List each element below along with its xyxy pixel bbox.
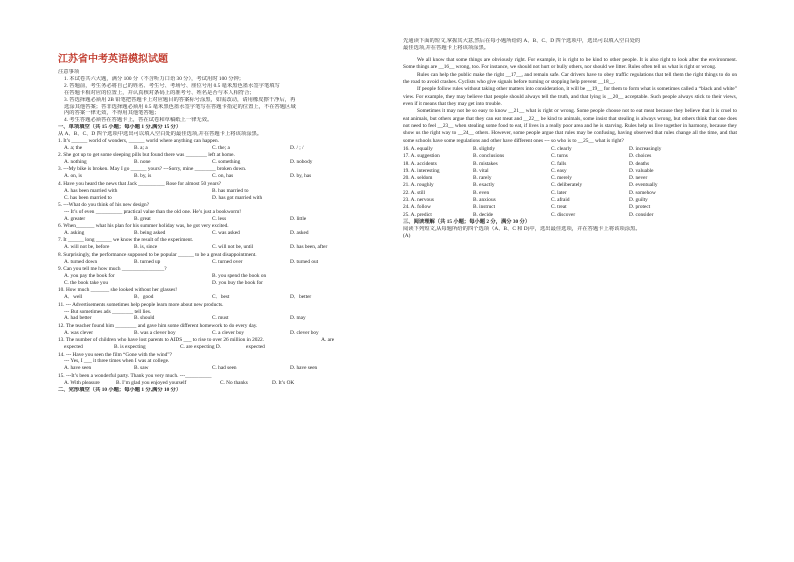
option-a: A. are	[321, 336, 335, 343]
question-15: 15. ---It’s been a wonderful party. Thank you very much. ---__________	[58, 372, 212, 379]
option-a: A. greater	[64, 215, 86, 222]
question-7: 7. It ______ long ______ we know the result of the experiment.	[58, 237, 194, 244]
question-8: 8. Surprisingly, the performance supposed to be popular ______ to be a great disappointment.	[58, 251, 257, 258]
option-c: C. turned over	[212, 258, 243, 265]
option-b: B. by, is	[134, 173, 152, 180]
question-13-text: 13. The number of children who have lost parents to AIDS ___ to rise to over 26 million in 2022.	[58, 336, 265, 343]
cloze-option: B. even	[473, 189, 490, 196]
option-d: D. turned out	[290, 258, 319, 265]
cloze-row	[403, 175, 737, 182]
option-a: A. turned down	[64, 258, 98, 265]
option-c: C. a clever boy	[212, 329, 245, 336]
option-b: B. a; a	[134, 144, 148, 151]
left-column	[58, 36, 390, 394]
question-10-options	[58, 294, 390, 301]
section-3-heading: 三、阅读理解（共 15 小题；每小题 2 分，满分 30 分）	[403, 218, 531, 225]
question-5-options	[58, 216, 390, 223]
cloze-options	[403, 146, 737, 219]
question-15-options	[58, 380, 390, 387]
option-c: C. has been married to	[64, 194, 112, 201]
question-9: 9. Can you tell me how much ________________?	[58, 265, 167, 272]
cloze-option: B. decide	[473, 211, 494, 218]
cloze-option: C. turns	[551, 153, 568, 160]
option-b: B．good	[134, 294, 154, 301]
cloze-instruction: 先通读下面的短文,掌握其大意,然后在每小题所给的 A、B、C、D 四个选项中，选出可以填入空白处的	[403, 38, 641, 44]
cloze-option: C. afraid	[551, 197, 570, 204]
option-c: C. something	[212, 159, 241, 166]
cloze-option: D. choices	[629, 153, 652, 160]
option-c: C. was asked	[212, 230, 240, 237]
option-c: C. will not be, until	[212, 244, 254, 251]
option-d: D. nobody	[290, 159, 313, 166]
question-4-options-cd	[58, 195, 390, 202]
option-c: C. are expecting D.	[180, 344, 222, 351]
question-5: 5. ---What do you think of his new design?	[58, 202, 150, 209]
option-b: B. has married to	[212, 187, 249, 194]
note-line: 3. 答选择题必须用 2B 铅笔把答题卡上对应题目的答案标号涂黑，如需改动，请用橡皮擦干净后，再	[64, 96, 296, 103]
cloze-option: B. instruct	[473, 204, 496, 211]
option-a: A．well	[64, 294, 83, 301]
right-column	[403, 38, 737, 240]
question-12-options	[58, 330, 390, 337]
cloze-option: C. discover	[551, 211, 576, 218]
option-d: D. little	[290, 215, 307, 222]
option-c: C. No thanks	[220, 379, 248, 386]
option-b: B. great	[134, 215, 151, 222]
cloze-instruction: 最佳选项,并在答题卡上将该项涂黑。	[403, 44, 490, 51]
question-10: 10. How much _______ she looked without her glasses!	[58, 287, 178, 294]
option-d: D. has been, after	[290, 244, 328, 251]
question-2-options	[58, 159, 390, 166]
option-b: B. is, since	[134, 244, 158, 251]
option-d: expected	[246, 344, 265, 351]
option-c: C. the book take you	[64, 280, 108, 287]
section-1-instruction: 从 A、B、C、D 四个选项中选出可以填入空白处的最佳选项,并在答题卡上将该项涂黑。	[58, 131, 263, 138]
cloze-row	[403, 146, 737, 153]
option-d: D. you buy the book for	[212, 280, 263, 287]
option-b: B. is expecting	[114, 344, 146, 351]
option-d: D. It’s OK	[272, 379, 295, 386]
cloze-option: D. guilty	[629, 197, 648, 204]
cloze-passage	[403, 57, 737, 145]
option-b: B. saw	[134, 365, 149, 372]
question-11: 11. --- Advertisements sometimes help people learn more about new products.	[58, 301, 224, 308]
option-b: B. I’m glad you enjoyed yourself	[116, 379, 187, 386]
option-a: A. has been married with	[64, 187, 118, 194]
cloze-row	[403, 153, 737, 160]
section-3-instruction: 阅读下列短文,从每题所给的四个选项（A、B、C 和 D)中，选出最佳选项，并在答题卡上将该项涂黑。	[403, 226, 641, 233]
question-14: 14. --- Have you seen the film “Gone with the wind”?	[58, 351, 172, 358]
option-c: C. the; a	[212, 144, 230, 151]
section-2-heading: 二、完形填空（共 10 小题；每小题 1 分,满分 10 分）	[58, 386, 182, 393]
option-a: A. a; the	[64, 144, 83, 151]
option-b: B. you spend the book on	[212, 272, 267, 279]
question-9-options-cd	[58, 280, 390, 287]
option-a: A. was clever	[64, 329, 93, 336]
option-b: B. none	[134, 159, 151, 166]
cloze-option: B. vital	[473, 167, 489, 174]
option-c: C. must	[212, 315, 229, 322]
option-a: A. nothing	[64, 159, 87, 166]
question-3: 3. ---My bike is broken. May I go ______ yours? ---Sorry, mine ________ broken down.	[58, 166, 247, 173]
question-2: 2. She got up to get some sleeping pills but found there was ________ left at home.	[58, 152, 235, 159]
question-1: 1. It’s ______ world of wonders, ______ world where anything can happen.	[58, 138, 219, 145]
option-d: D. have seen	[290, 365, 318, 372]
option-a: A. asking	[64, 230, 85, 237]
option-a: A. had better	[64, 315, 92, 322]
cloze-option: D. eventually	[629, 182, 658, 189]
note-line: 在答题卡相对应的位置上，并认真核对条码上的准考号、姓名是否与本人相符合；	[64, 89, 255, 96]
question-14-reply: --- Yes, I ___ it three times when I was at college.	[64, 358, 170, 365]
cloze-option: C. merely	[551, 175, 572, 182]
note-line: 2. 答题前，考生务必将自己的姓名、考生号、考场号、座位号用 0.5 毫米黑色墨水签字笔填写	[64, 82, 280, 89]
option-b: B. should	[134, 315, 155, 322]
cloze-row	[403, 197, 737, 204]
cloze-option: D. valuable	[629, 167, 654, 174]
question-5-reply: --- It’s of even __________ practical value than the old one. He’s just a bookworm!	[64, 209, 241, 216]
exam-title: 江苏省中考英语模拟试题	[58, 54, 168, 65]
cloze-row	[403, 204, 737, 211]
question-4-options-ab	[58, 188, 390, 195]
option-a: A. you pay the book for	[64, 272, 115, 279]
note-line: 内的答案一律无效，不得用其他笔答题；	[64, 110, 160, 117]
cloze-option: 24. A. follow	[403, 204, 431, 211]
cloze-option: 19. A. interesting	[403, 167, 440, 174]
question-6-options	[58, 230, 390, 237]
option-d: D. has got married with	[212, 194, 263, 201]
option-c: C. had seen	[212, 365, 237, 372]
question-11-options	[58, 315, 390, 322]
option-a: A. have seen	[64, 365, 92, 372]
question-3-options	[58, 173, 390, 180]
cloze-row	[403, 212, 737, 219]
option-a: A. will not be, before	[64, 244, 110, 251]
option-c: C. on, has	[212, 173, 234, 180]
cloze-option: B. conclusions	[473, 153, 505, 160]
cloze-option: D. never	[629, 175, 648, 182]
cloze-option: D. somehow	[629, 189, 656, 196]
question-14-options	[58, 365, 390, 372]
cloze-row	[403, 161, 737, 168]
cloze-row	[403, 190, 737, 197]
question-13	[58, 337, 390, 344]
option-d: D. clever boy	[290, 329, 319, 336]
cloze-row	[403, 182, 737, 189]
cloze-option: C. clearly	[551, 145, 572, 152]
option-a: A. on, is	[64, 173, 82, 180]
cloze-option: 20. A. seldom	[403, 175, 433, 182]
question-7-options	[58, 244, 390, 251]
note-line: 1. 本试卷共六大题，满分 100 分（不含听力口语 30 分），考试用时 100 分钟；	[64, 75, 245, 82]
note-line: 4. 考生答题必须答在答题卡上，答在试卷和草稿纸上一律无效。	[64, 117, 213, 124]
cloze-option: 21. A. roughly	[403, 182, 434, 189]
cloze-option: 23. A. nervous	[403, 197, 434, 204]
cloze-option: B. exactly	[473, 182, 495, 189]
question-6: 6. When_______ what his plan for his summer holiday was, he got very excited.	[58, 223, 229, 230]
passage-paragraph: Sometimes it may not be so easy to know __21__ what is right or wrong. Some people choose not to eat meat because they believe that it is cruel to eat animals, but others argue that they can eat meat and __22__ be kind to animals, some insist that stealing is always wrong, but others think that one does not need to feel __23__ when stealing some food to eat, if lives in a really poor area and he is starving. Rules help us live together in harmony, because they show us the right way to __24__ others. However, some people argue that rules may be confusing, having observed that rules change all the time, and that some schools have some regulations and other have different ones --- so who is to __25__ what is right?	[403, 108, 737, 144]
question-9-options-ab	[58, 273, 390, 280]
option-c: C．best	[212, 294, 230, 301]
cloze-option: B. mistakes	[473, 160, 498, 167]
question-1-options	[58, 145, 390, 152]
cloze-option: B. slightly	[473, 145, 496, 152]
section-1-heading: 一、单项填空（共 15 小题；每小题 1 分,满分 15 分）	[58, 124, 182, 131]
cloze-option: C. falls	[551, 160, 567, 167]
cloze-option: 17. A. suggestion	[403, 153, 440, 160]
option-b: B. turned up	[134, 258, 161, 265]
cloze-row	[403, 168, 737, 175]
cloze-option: 22. A. still	[403, 189, 426, 196]
cloze-option: 25. A. predict	[403, 211, 432, 218]
cloze-option: 16. A. equally	[403, 145, 433, 152]
cloze-option: D. deaths	[629, 160, 650, 167]
passage-paragraph: If people follow rules without taking other matters into consideration, it will be __19__ for them to form what is sometimes called a “black and white” view. For example, they may believe that people should always tell the truth, and that lying is __20__ acceptable. Such people always stick to their views, even if it means that they may get into trouble.	[403, 86, 737, 107]
option-b: B. being asked	[134, 230, 166, 237]
question-4: 4. Have you heard the news that Jack __________ Rose for almost 50 years?	[58, 180, 221, 187]
notes-heading: 注意事项	[58, 69, 80, 75]
question-8-options	[58, 259, 390, 266]
option-d: D. asked	[290, 230, 309, 237]
option-d: D. by, has	[290, 173, 312, 180]
option-a-cont: expected	[64, 344, 83, 351]
question-12: 12. The teacher found him ________ and gave him some different homework to do every day.	[58, 322, 258, 329]
option-d: D. may	[290, 315, 306, 322]
cloze-option: C. easy	[551, 167, 567, 174]
cloze-option: D. consider	[629, 211, 654, 218]
passage-paragraph: Rules can help the public make the right __17__, and remain safe. Car drivers have to obey traffic regulations that tell them the right things to do on the road to avoid crashes. Cyclists who give signals before turning or stopping help prevent __18__.	[403, 71, 737, 85]
cloze-option: 18. A. accidents	[403, 160, 437, 167]
note-line: 选涂其他答案；答非选择题必须用 0.5 毫米黑色墨水签字笔写在答题卡指定的位置上，不在答题区域	[64, 103, 296, 110]
cloze-option: B. anxious	[473, 197, 496, 204]
cloze-option: D. increasingly	[629, 145, 662, 152]
option-d: D．better	[290, 294, 312, 301]
option-b: B. was a clever boy	[134, 329, 176, 336]
cloze-option: C. treat	[551, 204, 567, 211]
cloze-option: C. later	[551, 189, 567, 196]
section-3-passage-a: (A)	[403, 233, 411, 240]
option-c: C. less	[212, 215, 227, 222]
question-13-options	[58, 344, 390, 351]
option-a: A. With pleasure	[64, 379, 100, 386]
option-d: D. / ; /	[290, 144, 304, 151]
cloze-option: D. protect	[629, 204, 651, 211]
cloze-option: C. deliberately	[551, 182, 583, 189]
cloze-option: B. rarely	[473, 175, 492, 182]
question-11-reply: --- But sometimes ads ________ tell lies.	[64, 308, 152, 315]
passage-paragraph: We all know that some things are obviously right. For example, it is right to be kind to other people. It is also right to look after the environment. Some things are __16__ wrong, too. For instance, we should not hurt or bully others, nor should we litter. Rules often tell us what is right or wrong.	[403, 56, 737, 71]
